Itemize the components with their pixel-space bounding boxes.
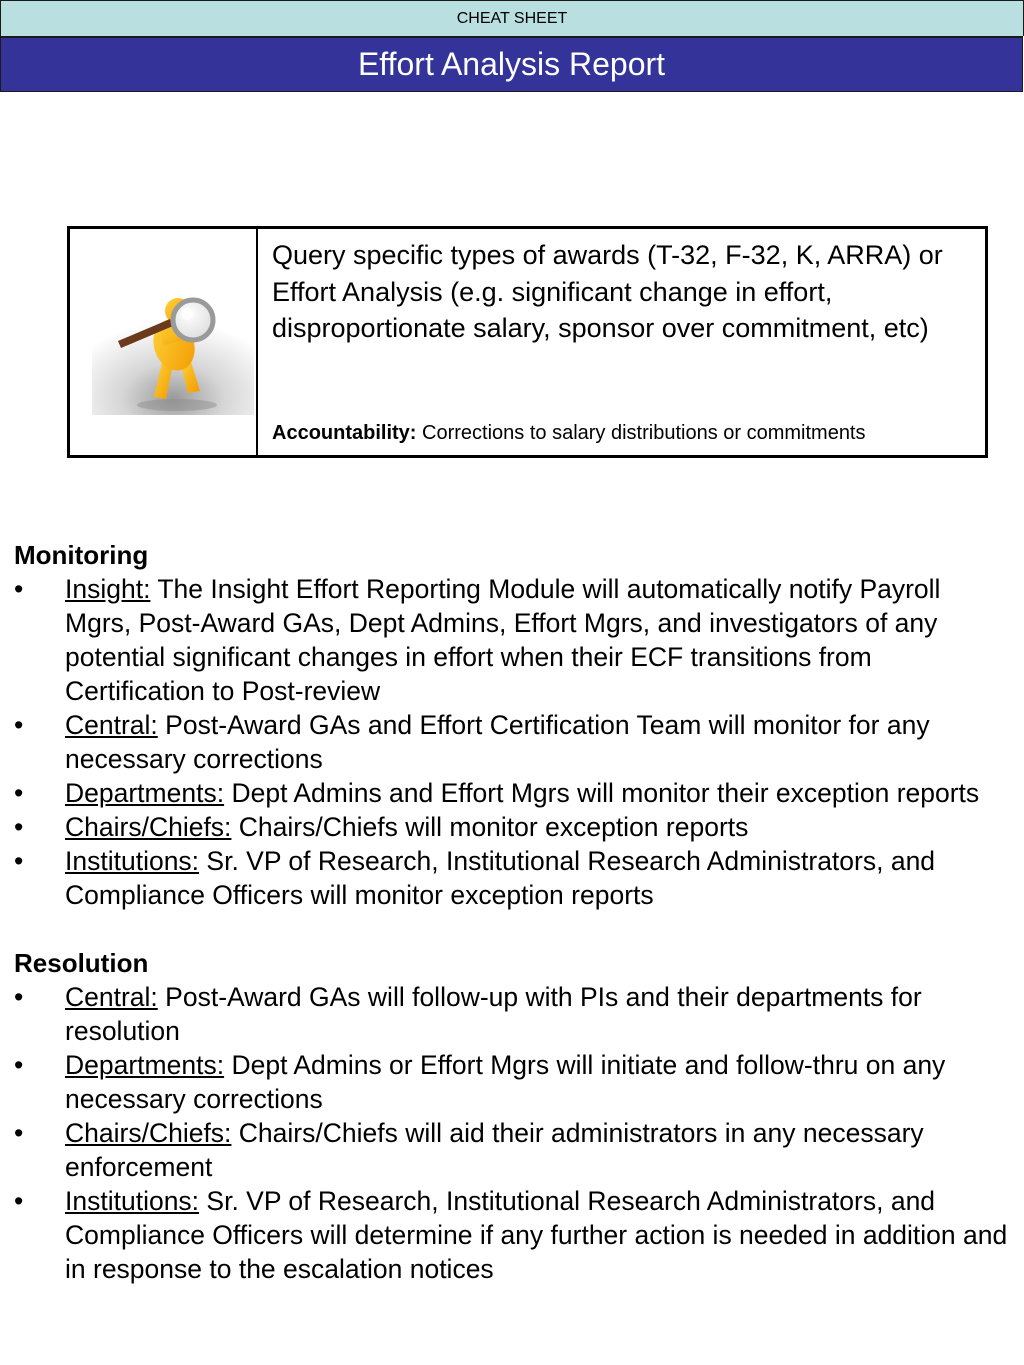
bullet-label: Institutions: [65, 1186, 200, 1216]
bullet-text: Dept Admins and Effort Mgrs will monitor their exception reports [231, 778, 980, 808]
list-item [14, 1116, 1014, 1184]
bullet-icon: • [14, 982, 24, 1012]
summary-image-cell [70, 229, 258, 455]
summary-box [67, 226, 988, 458]
list-item [14, 844, 1014, 912]
bullet-label: Chairs/Chiefs: [65, 1118, 232, 1148]
magnifying-glass-figure-icon [92, 265, 254, 415]
bullet-text: The Insight Effort Reporting Module will automatically notify Payroll Mgrs, Post-Award GAs, Dept Admins, Effort Mgrs, and investigators of any potential significant changes in effort when their ECF transitions from Certification to Post-review [65, 574, 941, 706]
bullet-text: Post-Award GAs will follow-up with PIs and their departments for resolution [65, 982, 922, 1046]
bullet-text: Sr. VP of Research, Institutional Research Administrators, and Compliance Officers will monitor exception reports [65, 846, 936, 910]
accountability-text: Corrections to salary distributions or commitments [422, 422, 866, 444]
bullet-icon: • [14, 846, 24, 876]
resolution-heading: Resolution [14, 948, 149, 978]
section-spacer [14, 912, 1014, 946]
page-title-bar [0, 36, 1023, 92]
list-item [14, 572, 1014, 708]
bullet-icon: • [14, 812, 24, 842]
list-item [14, 708, 1014, 776]
bullet-icon: • [14, 1050, 24, 1080]
list-item [14, 1184, 1014, 1286]
bullet-label: Central: [65, 710, 158, 740]
bullet-text: Sr. VP of Research, Institutional Research Administrators, and Compliance Officers will determine if any further action is needed in addition and in response to the escalation notices [65, 1186, 1008, 1284]
bullet-icon: • [14, 1118, 24, 1148]
bullet-label: Departments: [65, 1050, 225, 1080]
bullet-label: Departments: [65, 778, 225, 808]
list-item [14, 810, 1014, 844]
bullet-label: Insight: [65, 574, 151, 604]
bullet-icon: • [14, 778, 24, 808]
content-body [14, 538, 1014, 1286]
bullet-text: Post-Award GAs and Effort Certification Team will monitor for any necessary corrections [65, 710, 930, 774]
bullet-label: Institutions: [65, 846, 200, 876]
bullet-text: Chairs/Chiefs will monitor exception reports [238, 812, 749, 842]
bullet-icon: • [14, 1186, 24, 1216]
summary-text-cell [258, 229, 985, 455]
accountability-line [272, 422, 866, 445]
bullet-label: Chairs/Chiefs: [65, 812, 232, 842]
monitoring-heading: Monitoring [14, 540, 149, 570]
bullet-label: Central: [65, 982, 158, 1012]
bullet-icon: • [14, 574, 24, 604]
bullet-icon: • [14, 710, 24, 740]
list-item [14, 1048, 1014, 1116]
cheat-sheet-strip [0, 0, 1024, 36]
resolution-list [14, 980, 1014, 1286]
cheat-sheet-label: CHEAT SHEET [456, 10, 568, 27]
accountability-label: Accountability: [272, 422, 417, 444]
monitoring-list [14, 572, 1014, 912]
bullet-text: Dept Admins or Effort Mgrs will initiate and follow-thru on any necessary corrections [65, 1050, 946, 1114]
page-title: Effort Analysis Report [357, 46, 666, 82]
list-item [14, 980, 1014, 1048]
summary-query-text: Query specific types of awards (T-32, F-32, K, ARRA) or Effort Analysis (e.g. significant change in effort, disproportionate salary, sponsor over commitment, etc) [272, 240, 943, 343]
list-item [14, 776, 1014, 810]
bullet-text: Chairs/Chiefs will aid their administrators in any necessary enforcement [65, 1118, 924, 1182]
